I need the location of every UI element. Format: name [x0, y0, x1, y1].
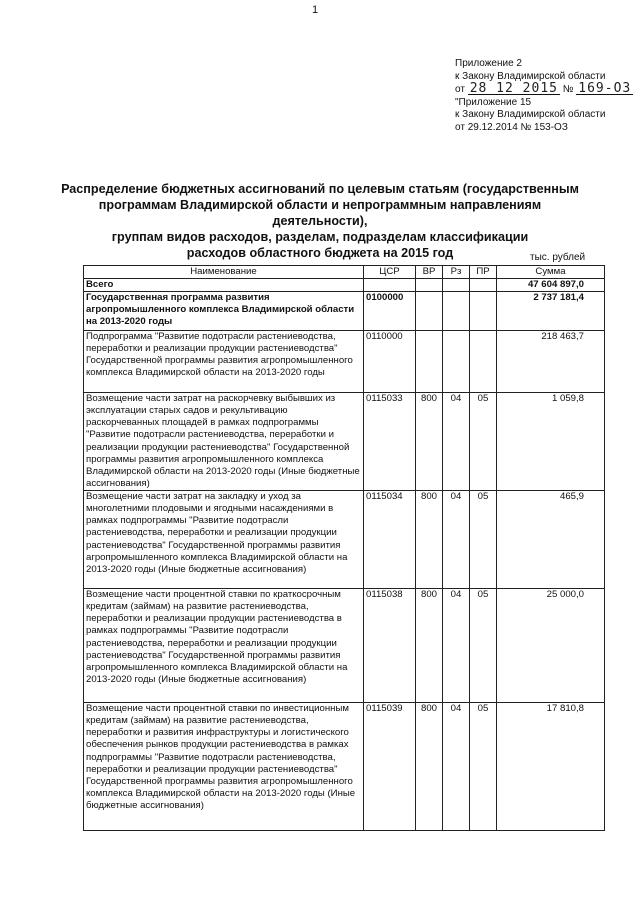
cell-name: Государственная программа развития агропромышленного комплекса Владимирской области на 2013-2020 годы: [84, 292, 364, 331]
table-row: [84, 331, 605, 393]
header-vr: ВР: [416, 266, 443, 279]
cell-name: Всего: [84, 279, 364, 292]
cell-vr: 800: [416, 589, 443, 703]
header-rz: Рз: [443, 266, 470, 279]
cell-csr: 0110000: [364, 331, 416, 393]
cell-vr: [416, 279, 443, 292]
appendix-line-2: к Закону Владимирской области: [455, 70, 606, 82]
cell-pr: [470, 331, 497, 393]
appendix-line-1: Приложение 2: [455, 58, 522, 69]
units-label: тыс. рублей: [530, 252, 586, 263]
cell-rz: [443, 331, 470, 393]
cell-vr: [416, 331, 443, 393]
cell-pr: 05: [470, 491, 497, 589]
document-title: [60, 181, 580, 261]
cell-pr: 05: [470, 703, 497, 831]
cell-rz: [443, 292, 470, 331]
cell-csr: [364, 279, 416, 292]
budget-table: [83, 265, 605, 831]
table-row: [84, 703, 605, 831]
cell-csr: 0115033: [364, 393, 416, 491]
cell-vr: 800: [416, 491, 443, 589]
cell-sum: 2 737 181,4: [497, 292, 605, 331]
cell-rz: 04: [443, 491, 470, 589]
cell-name: Возмещение части процентной ставки по краткосрочным кредитам (займам) на развитие растениеводства, переработки и реализации продукции растениеводства в рамках подпрограммы "Развитие подотрасли растениеводства, переработки и реализации продукции растениеводства" Государственной программы развития агропромышленного комплекса Владимирской области на 2013-2020 годы (Иные бюджетные ассигнования): [84, 589, 364, 703]
cell-pr: 05: [470, 393, 497, 491]
table-header-row: [84, 266, 605, 279]
title-line-2: программам Владимирской области и непрограммным направлениям деятельности),: [98, 198, 542, 228]
cell-vr: 800: [416, 703, 443, 831]
cell-rz: [443, 279, 470, 292]
cell-name: Возмещение части затрат на закладку и уход за многолетними плодовыми и ягодными насаждениями в рамках подпрограммы "Развитие подотрасли растениеводства, переработки и реализации продукции растениеводства" Государственной программы развития агропромышленного комплекса Владимирской области на 2013-2020 годы (Иные бюджетные ассигнования): [84, 491, 364, 589]
cell-sum: 218 463,7: [497, 331, 605, 393]
appendix-date-line: [455, 83, 633, 97]
cell-sum: 47 604 897,0: [497, 279, 605, 292]
cell-name: Возмещение части процентной ставки по инвестиционным кредитам (займам) на развитие растениеводства, переработки и развития инфраструктуры и логистического обеспечения рынков продукции растениеводства в рамках подпрограммы "Развитие подотрасли растениеводства, переработки и реализации продукции растениеводства" Государственной программы развития агропромышленного комплекса Владимирской области на 2013-2020 годы (Иные бюджетные ассигнования): [84, 703, 364, 831]
cell-csr: 0115038: [364, 589, 416, 703]
cell-vr: [416, 292, 443, 331]
table-row: [84, 589, 605, 703]
cell-sum: 17 810,8: [497, 703, 605, 831]
title-line-4: расходов областного бюджета на 2015 год: [186, 246, 454, 260]
appendix-line-6: от 29.12.2014 № 153-ОЗ: [455, 121, 568, 133]
table-row: [84, 393, 605, 491]
cell-sum: 25 000,0: [497, 589, 605, 703]
cell-csr: 0100000: [364, 292, 416, 331]
table-row: [84, 292, 605, 331]
cell-sum: 1 059,8: [497, 393, 605, 491]
header-csr: ЦСР: [364, 266, 416, 279]
appendix-line-5: к Закону Владимирской области: [455, 109, 606, 121]
title-line-3: группам видов расходов, разделам, подразделам классификации: [111, 230, 529, 244]
cell-name: Возмещение части затрат на раскорчевку выбывших из эксплуатации старых садов и рекультивацию раскорчеванных площадей в рамках подпрограммы "Развитие подотрасли растениеводства, переработки и реализации продукции растениеводства" Государственной программы развития агропромышленного комплекса Владимирской области на 2013-2020 годы (Иные бюджетные ассигнования): [84, 393, 364, 491]
cell-pr: [470, 292, 497, 331]
cell-pr: 05: [470, 589, 497, 703]
table-row: [84, 491, 605, 589]
cell-csr: 0115034: [364, 491, 416, 589]
header-pr: ПР: [470, 266, 497, 279]
cell-name: Подпрограмма "Развитие подотрасли растениеводства, переработки и реализации продукции растениеводства" Государственной программы развития агропромышленного комплекса Владимирской области на 2013-2020 годы: [84, 331, 364, 393]
appendix-number-prefix: №: [562, 84, 574, 96]
handwritten-date: 28 12 2015: [469, 81, 558, 97]
cell-csr: 0115039: [364, 703, 416, 831]
page-number: 1: [312, 4, 319, 16]
title-line-1: Распределение бюджетных ассигнований по целевым статьям (государственным: [61, 182, 579, 196]
cell-rz: 04: [443, 703, 470, 831]
appendix-line-4: "Приложение 15: [455, 96, 532, 108]
header-name: Наименование: [84, 266, 364, 279]
cell-rz: 04: [443, 393, 470, 491]
appendix-from-prefix: от: [455, 84, 465, 96]
appendix-block: [455, 58, 633, 135]
handwritten-number: 169-ОЗ: [578, 81, 632, 97]
cell-rz: 04: [443, 589, 470, 703]
cell-sum: 465,9: [497, 491, 605, 589]
header-sum: Сумма: [497, 266, 605, 279]
table-row-total: [84, 279, 605, 292]
cell-vr: 800: [416, 393, 443, 491]
cell-pr: [470, 279, 497, 292]
